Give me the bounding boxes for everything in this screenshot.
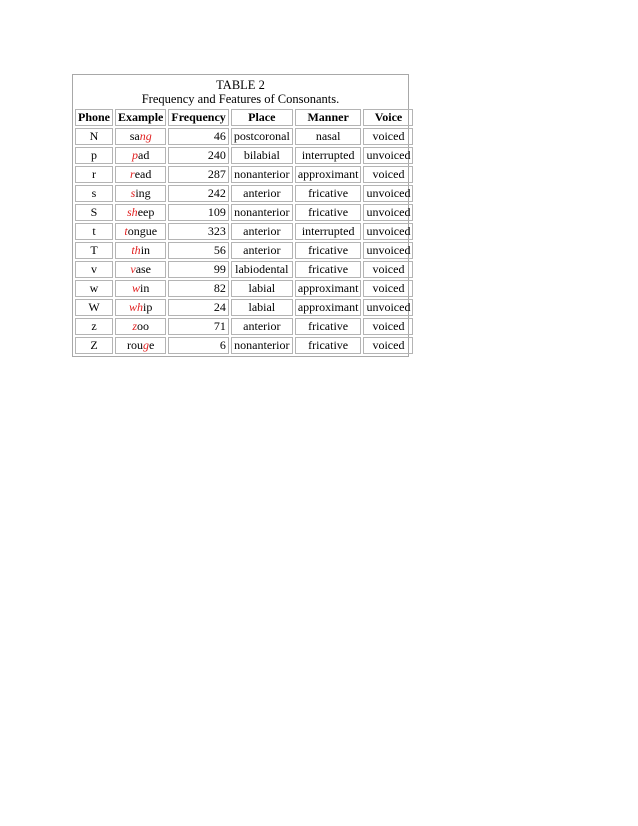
cell-frequency: 287 xyxy=(168,166,228,183)
cell-example xyxy=(115,318,166,335)
cell-place: anterior xyxy=(231,185,293,202)
cell-voice: voiced xyxy=(363,337,413,354)
cell-place: nonanterior xyxy=(231,337,293,354)
cell-place: labiodental xyxy=(231,261,293,278)
cell-voice: unvoiced xyxy=(363,242,413,259)
cell-place: nonanterior xyxy=(231,204,293,221)
cell-phone: p xyxy=(75,147,113,164)
example-text-highlight: w xyxy=(132,281,141,295)
cell-voice: voiced xyxy=(363,318,413,335)
table-row xyxy=(75,223,413,240)
cell-place: labial xyxy=(231,280,293,297)
cell-phone: r xyxy=(75,166,113,183)
cell-phone: N xyxy=(75,128,113,145)
cell-example xyxy=(115,166,166,183)
cell-frequency: 56 xyxy=(168,242,228,259)
cell-voice: unvoiced xyxy=(363,299,413,316)
table-row xyxy=(75,128,413,145)
cell-example xyxy=(115,242,166,259)
table-row xyxy=(75,318,413,335)
cell-place: bilabial xyxy=(231,147,293,164)
example-text-post: ing xyxy=(135,186,151,200)
cell-phone: Z xyxy=(75,337,113,354)
example-text-highlight: th xyxy=(131,243,141,257)
cell-frequency: 240 xyxy=(168,147,228,164)
table-row xyxy=(75,242,413,259)
cell-example xyxy=(115,223,166,240)
table-caption-title: TABLE 2 xyxy=(216,78,265,92)
cell-manner: approximant xyxy=(295,299,362,316)
example-text-highlight: s xyxy=(130,186,136,200)
example-text-highlight: v xyxy=(130,262,136,276)
example-text-post: ead xyxy=(134,167,152,181)
cell-phone: z xyxy=(75,318,113,335)
example-text-post: ongue xyxy=(127,224,158,238)
example-text-post: oo xyxy=(137,319,150,333)
example-text-highlight: z xyxy=(132,319,138,333)
table-caption-subtitle: Frequency and Features of Consonants. xyxy=(141,92,340,106)
cell-manner: fricative xyxy=(295,185,362,202)
cell-frequency: 99 xyxy=(168,261,228,278)
cell-place: nonanterior xyxy=(231,166,293,183)
cell-voice: voiced xyxy=(363,261,413,278)
example-text-highlight: sh xyxy=(127,205,138,219)
example-text-post: in xyxy=(140,281,150,295)
example-text-post: e xyxy=(149,338,155,352)
header-frequency: Frequency xyxy=(168,109,228,126)
cell-frequency: 24 xyxy=(168,299,228,316)
cell-voice: voiced xyxy=(363,128,413,145)
example-text-highlight: wh xyxy=(129,300,144,314)
table-row xyxy=(75,261,413,278)
cell-example xyxy=(115,204,166,221)
example-text-post: ip xyxy=(143,300,153,314)
cell-voice: unvoiced xyxy=(363,185,413,202)
consonant-table xyxy=(73,107,415,356)
cell-frequency: 6 xyxy=(168,337,228,354)
example-text-highlight: t xyxy=(124,224,128,238)
table-row xyxy=(75,204,413,221)
example-text-post: in xyxy=(140,243,151,257)
cell-phone: T xyxy=(75,242,113,259)
example-text-pre: rou xyxy=(127,338,144,352)
table-row xyxy=(75,185,413,202)
table-body xyxy=(75,128,413,354)
consonant-table-container xyxy=(72,74,409,357)
cell-example xyxy=(115,261,166,278)
cell-manner: fricative xyxy=(295,318,362,335)
table-row xyxy=(75,280,413,297)
cell-frequency: 46 xyxy=(168,128,228,145)
cell-manner: fricative xyxy=(295,337,362,354)
cell-place: labial xyxy=(231,299,293,316)
cell-voice: unvoiced xyxy=(363,147,413,164)
cell-frequency: 109 xyxy=(168,204,228,221)
example-text-highlight: g xyxy=(143,338,150,352)
example-text-post: ase xyxy=(135,262,152,276)
cell-voice: voiced xyxy=(363,280,413,297)
cell-manner: fricative xyxy=(295,242,362,259)
example-text-post: ad xyxy=(138,148,150,162)
cell-manner: interrupted xyxy=(295,223,362,240)
cell-phone: t xyxy=(75,223,113,240)
cell-manner: fricative xyxy=(295,261,362,278)
cell-phone: w xyxy=(75,280,113,297)
example-text-pre: sa xyxy=(129,129,140,143)
cell-place: postcoronal xyxy=(231,128,293,145)
cell-frequency: 323 xyxy=(168,223,228,240)
example-text-highlight: p xyxy=(132,148,139,162)
cell-voice: unvoiced xyxy=(363,223,413,240)
table-row xyxy=(75,299,413,316)
cell-manner: approximant xyxy=(295,166,362,183)
table-row xyxy=(75,166,413,183)
cell-phone: s xyxy=(75,185,113,202)
example-text-post: eep xyxy=(137,205,155,219)
cell-place: anterior xyxy=(231,242,293,259)
cell-manner: fricative xyxy=(295,204,362,221)
header-voice: Voice xyxy=(363,109,413,126)
cell-example xyxy=(115,280,166,297)
cell-frequency: 71 xyxy=(168,318,228,335)
cell-frequency: 82 xyxy=(168,280,228,297)
cell-phone: W xyxy=(75,299,113,316)
header-manner: Manner xyxy=(295,109,362,126)
cell-voice: voiced xyxy=(363,166,413,183)
cell-example xyxy=(115,128,166,145)
header-phone: Phone xyxy=(75,109,113,126)
table-caption xyxy=(73,75,408,108)
header-example: Example xyxy=(115,109,166,126)
header-place: Place xyxy=(231,109,293,126)
cell-phone: S xyxy=(75,204,113,221)
table-row xyxy=(75,337,413,354)
cell-manner: approximant xyxy=(295,280,362,297)
cell-example xyxy=(115,185,166,202)
cell-example xyxy=(115,147,166,164)
table-header-row xyxy=(75,109,413,126)
example-text-highlight: r xyxy=(130,167,135,181)
cell-example xyxy=(115,337,166,354)
table-row xyxy=(75,147,413,164)
cell-example xyxy=(115,299,166,316)
cell-manner: nasal xyxy=(295,128,362,145)
cell-phone: v xyxy=(75,261,113,278)
cell-place: anterior xyxy=(231,318,293,335)
cell-frequency: 242 xyxy=(168,185,228,202)
cell-place: anterior xyxy=(231,223,293,240)
example-text-highlight: ng xyxy=(139,129,152,143)
cell-voice: unvoiced xyxy=(363,204,413,221)
cell-manner: interrupted xyxy=(295,147,362,164)
